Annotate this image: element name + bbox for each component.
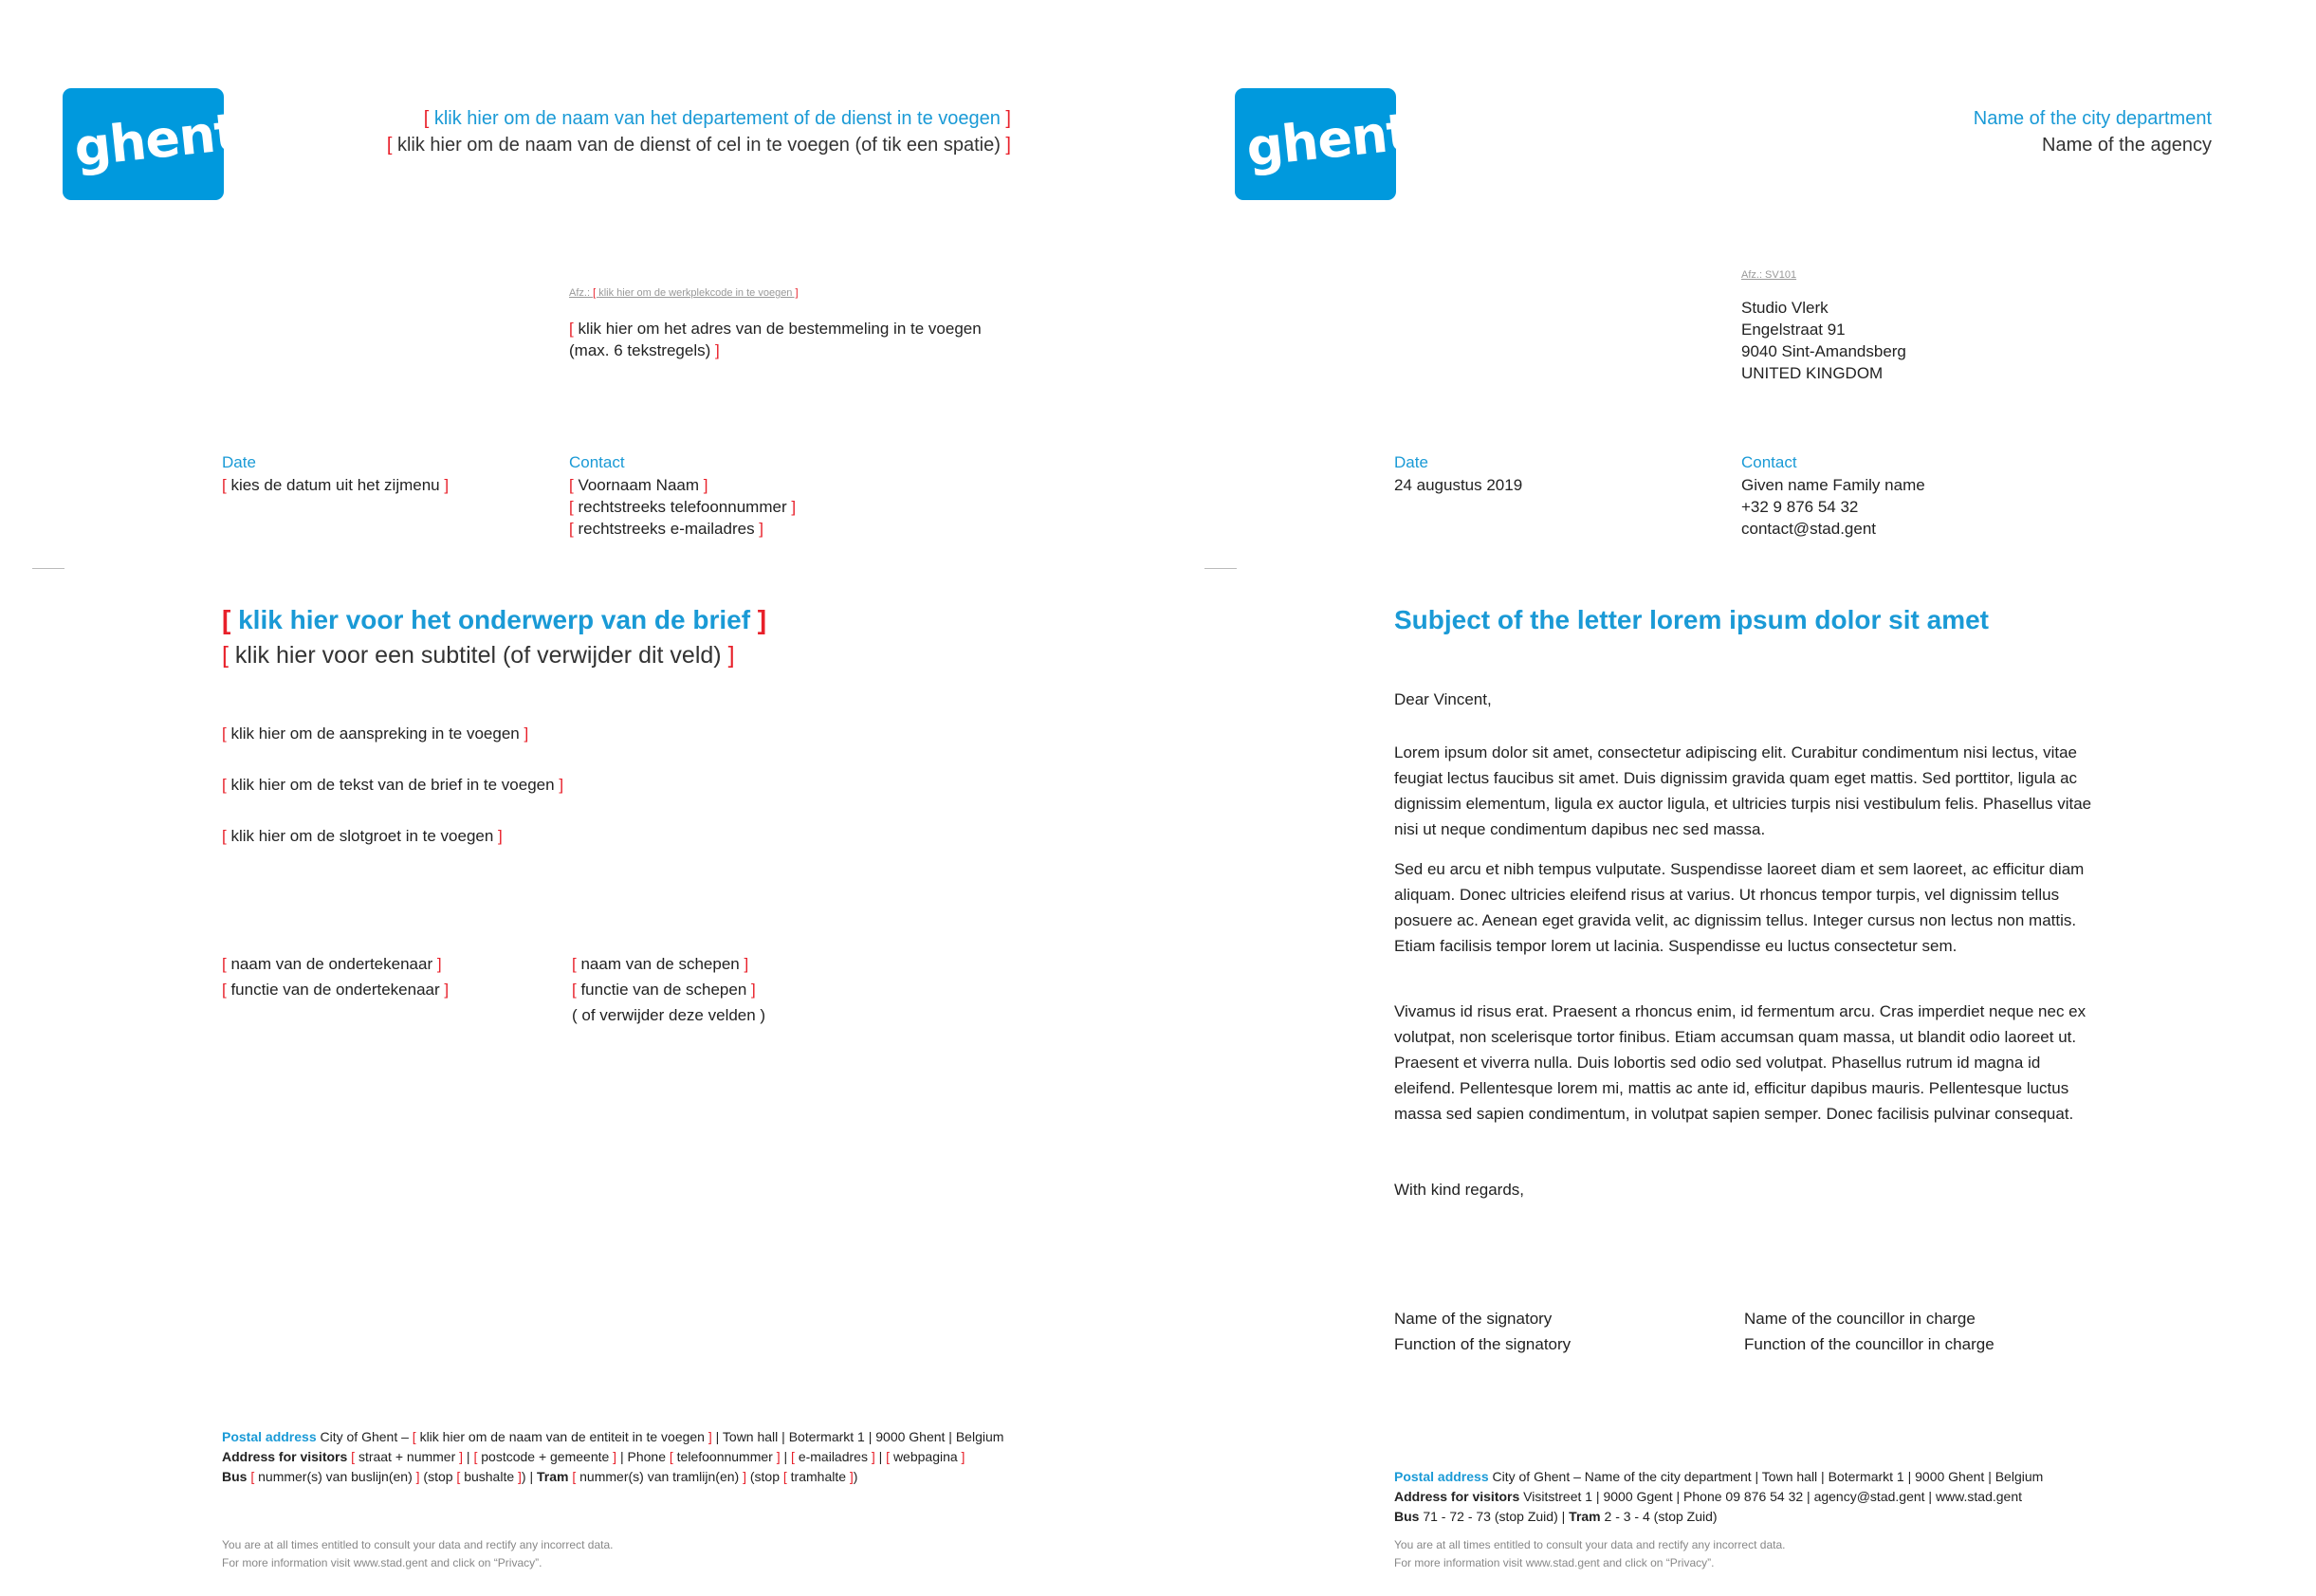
body-paragraph-2: Sed eu arcu et nibh tempus vulputate. Suspendisse laoreet diam et sem laoreet, ac efficitur diam aliquam. Donec ultricies eleifend risus at varius. Ut rhoncus tempor turpis, vel dignissim tellus posuere ac. Aenean eget gravida velit, ac dignissim tellus. Integer cursus non lectus non mattis. Etiam facilisis tempor lorem ut lacinia. Suspendisse eu luctus consectetur sem.: [1394, 860, 2085, 955]
contact-phone: +32 9 876 54 32: [1741, 498, 1859, 516]
footer: [222, 1427, 1019, 1487]
contact-name-field: [ Voornaam Naam ]: [569, 476, 708, 494]
agency-name: Name of the agency: [2042, 135, 2212, 156]
recipient-address: Studio Vlerk Engelstraat 91 9040 Sint-Amandsberg UNITED KINGDOM: [1741, 299, 1906, 382]
contact-email-field: [ rechtstreeks e-mailadres ]: [569, 520, 764, 538]
contact-details: [1741, 474, 1925, 540]
closing-field[interactable]: [ klik hier om de slotgroet in te voegen ]: [222, 827, 503, 845]
contact-email: contact@stad.gent: [1741, 520, 1877, 538]
date-value: 24 augustus 2019: [1394, 476, 1523, 494]
councillor-note: ( of verwijder deze velden ): [572, 1006, 766, 1024]
councillor-function-field: [ functie van de schepen ]: [572, 981, 756, 999]
closing: With kind regards,: [1394, 1181, 1524, 1199]
salutation: Dear Vincent,: [1394, 690, 1492, 708]
councillor-name: Name of the councillor in charge: [1744, 1310, 1976, 1328]
councillor-function: Function of the councillor in charge: [1744, 1335, 1994, 1353]
body-paragraph-1: Lorem ipsum dolor sit amet, consectetur adipiscing elit. Curabitur condimentum nisi lectus, vitae feugiat lectus faucibus sit amet. Duis dignissim gravida quam eget mattis. Sed porttitor, ligula ac dignissim elementum, ligula ex auctor ligula, et ultricies turpis nisi vestibulum felis. Phasellus vitae nisi ut neque condimentum dapibus nec sed massa.: [1394, 743, 2092, 838]
department-name: Name of the city department: [1973, 108, 2212, 129]
signatory-name: Name of the signatory: [1394, 1310, 1553, 1328]
body-field[interactable]: [ klik hier om de tekst van de brief in te voegen ]: [222, 776, 564, 794]
councillor-block: [1744, 1306, 1994, 1357]
privacy-line-1: You are at all times entitled to consult your data and rectify any incorrect data.: [1394, 1538, 1786, 1551]
signatory-block: [1394, 1306, 1571, 1357]
councillor-name-field: [ naam van de schepen ]: [572, 955, 749, 973]
contact-label: Contact: [569, 453, 625, 471]
signatory-name-field: [ naam van de ondertekenaar ]: [222, 955, 442, 973]
signatory-function: Function of the signatory: [1394, 1335, 1572, 1353]
recipient-address-field[interactable]: [ klik hier om het adres van de bestemmeling in te voegen (max. 6 tekstregels) ]: [569, 320, 982, 359]
footer-transport: Bus [ nummer(s) van buslijn(en) ] (stop [ bushalte ]) | Tram [ nummer(s) van tramlijn(en) ] (stop [ tramhalte ]): [222, 1469, 858, 1484]
date-label: Date: [222, 453, 256, 471]
date-field[interactable]: [ kies de datum uit het zijmenu ]: [222, 476, 450, 494]
logo-text: ghent:: [71, 100, 261, 178]
body-paragraph-3: Vivamus id risus erat. Praesent a rhoncus enim, id fermentum arcu. Cras imperdiet neque nec ex volutpat, non scelerisque tortor finibus. Etiam accumsan quam massa, ut blandit odio laoreet ut. Praesent et viverra nulla. Duis lobortis sed odio sed volutpat. Phasellus rutrum id magna id eleifend. Pellentesque lorem mi, mattis ac ante id, efficitur dapibus mauris. Pellentesque luctus massa sed sapien condimentum, in volutpat sapien semper. Donec facilisis pulvinar consequat.: [1394, 1002, 2086, 1123]
ghent-logo: [63, 88, 261, 200]
afz-field[interactable]: Afz.: [ klik hier om de werkplekcode in te voegen ]: [569, 287, 799, 299]
subject: Subject of the letter lorem ipsum dolor sit amet: [1394, 605, 1989, 634]
privacy-line-2: For more information visit www.stad.gent and click on “Privacy”.: [1394, 1556, 1715, 1569]
footer-postal: Postal address City of Ghent – [ klik hier om de naam van de entiteit in te voegen ] | Town hall | Botermarkt 1 | 9000 Ghent | Belgium: [222, 1429, 1004, 1444]
signatory-function-field: [ functie van de ondertekenaar ]: [222, 981, 450, 999]
signatory-block[interactable]: [222, 951, 449, 1002]
contact-label: Contact: [1741, 453, 1797, 471]
department-field[interactable]: [ klik hier om de naam van het departement of de dienst in te voegen ]: [423, 108, 1011, 129]
footer: [1394, 1467, 2191, 1527]
contact-name: Given name Family name: [1741, 476, 1925, 494]
ghent-logo: [1235, 88, 1433, 200]
agency-field[interactable]: [ klik hier om de naam van de dienst of cel in te voegen (of tik een spatie) ]: [386, 135, 1011, 156]
privacy-line-2: For more information visit www.stad.gent and click on “Privacy”.: [222, 1556, 542, 1569]
fold-mark: [1204, 568, 1237, 569]
salutation-field[interactable]: [ klik hier om de aanspreking in te voegen ]: [222, 725, 529, 743]
contact-phone-field: [ rechtstreeks telefoonnummer ]: [569, 498, 797, 516]
footer-transport: Bus 71 - 72 - 73 (stop Zuid) | Tram 2 - 3 - 4 (stop Zuid): [1394, 1509, 1718, 1524]
logo-text: ghent:: [1243, 100, 1433, 178]
template-letter-page: [0, 0, 1144, 1596]
example-letter-page: [1172, 0, 2316, 1596]
footer-visitors: Address for visitors [ straat + nummer ] | [ postcode + gemeente ] | Phone [ telefoonnummer ] | [ e-mailadres ] | [ webpagina ]: [222, 1449, 965, 1464]
councillor-block[interactable]: [572, 951, 765, 1028]
subtitle-field[interactable]: [ klik hier voor een subtitel (of verwijder dit veld) ]: [222, 642, 735, 669]
afz-code: Afz.: SV101: [1741, 269, 1797, 281]
date-label: Date: [1394, 453, 1428, 471]
footer-visitors: Address for visitors Visitstreet 1 | 9000 Ggent | Phone 09 876 54 32 | agency@stad.gent | www.stad.gent: [1394, 1489, 2022, 1504]
subject-field[interactable]: [ klik hier voor het onderwerp van de brief ]: [222, 605, 767, 634]
privacy-line-1: You are at all times entitled to consult your data and rectify any incorrect data.: [222, 1538, 614, 1551]
fold-mark: [32, 568, 64, 569]
footer-postal: Postal address City of Ghent – Name of the city department | Town hall | Botermarkt 1 | 9000 Ghent | Belgium: [1394, 1469, 2044, 1484]
contact-fields[interactable]: [569, 474, 796, 540]
